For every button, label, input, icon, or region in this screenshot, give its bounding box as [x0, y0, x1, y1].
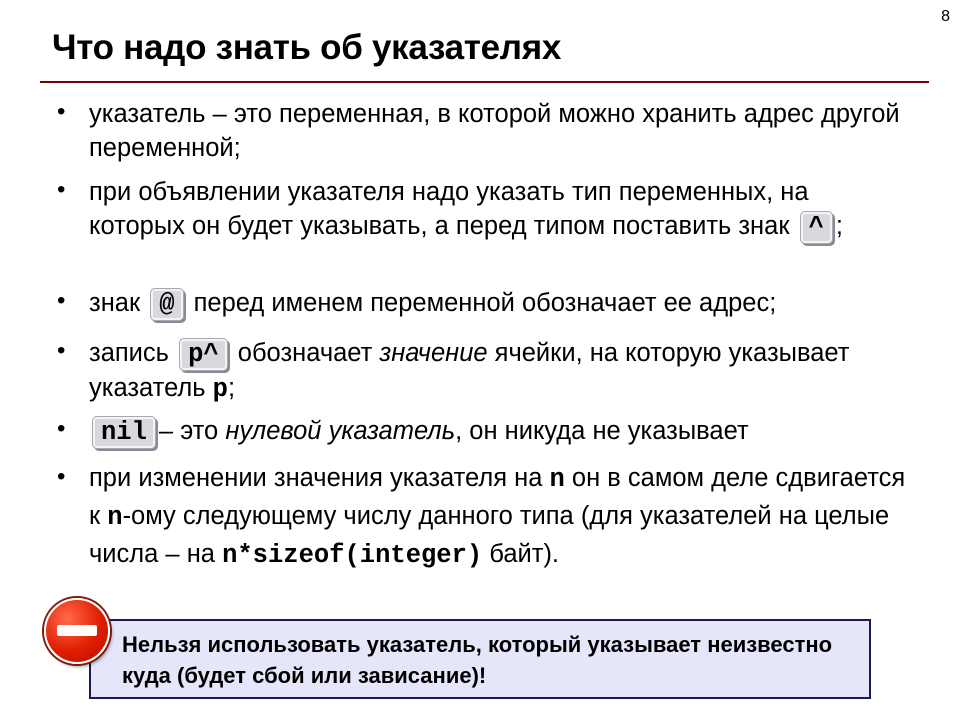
bullet-address-sign	[89, 286, 909, 321]
bullet-text: при объявлении указателя надо указать тип переменных, на которых он будет указывать, а перед типом поставить знак	[89, 178, 809, 240]
bullet-text-4: байт).	[489, 540, 560, 568]
bullet-text-before: запись	[89, 339, 169, 367]
bullet-text-2: он в самом деле сдвигается к	[89, 464, 906, 530]
bullet-text: указатель – это переменная, в которой можно хранить адрес другой переменной;	[89, 100, 900, 162]
bullet-emphasis: нулевой указатель	[225, 417, 456, 445]
stop-icon	[44, 598, 110, 664]
bullet-pointer-arithmetic	[89, 460, 909, 574]
warning-text: Нельзя использовать указатель, который указывает неизвестно куда (будет сбой или зависание)!	[122, 632, 833, 688]
code-p: p	[212, 375, 228, 404]
warning-box	[89, 619, 871, 699]
bullet-dereference	[89, 336, 909, 407]
p-caret-key: p^	[179, 338, 228, 371]
bullet-text-3: -ому следующему числу данного типа (для указателей на целые числа – на	[89, 502, 890, 568]
code-n: n	[549, 465, 565, 494]
bullet-text-mid: обозначает	[237, 339, 373, 367]
at-key: @	[150, 288, 183, 321]
bullet-pointer-definition	[89, 97, 909, 165]
nil-key: nil	[92, 416, 156, 449]
title-divider	[40, 81, 929, 83]
bullet-dash: – это	[158, 417, 219, 445]
bullet-pointer-declaration	[89, 175, 909, 244]
bullet-end: ;	[835, 212, 843, 240]
bullet-end: ;	[227, 374, 236, 402]
bullet-text-after: , он никуда не указывает	[455, 417, 749, 445]
bullet-emphasis: значение	[379, 339, 488, 367]
bullet-nil	[89, 414, 909, 449]
caret-key: ^	[800, 211, 833, 244]
bullet-text-after: перед именем переменной обозначает ее адрес;	[193, 289, 777, 317]
bullet-text-after: ячейки, на которую указывает указатель	[89, 339, 850, 402]
bullet-text-1: при изменении значения указателя на	[89, 464, 543, 492]
page-title: Что надо знать об указателях	[52, 28, 562, 67]
code-n: n	[107, 503, 123, 532]
code-sizeof: n*sizeof(integer)	[222, 541, 483, 570]
bullet-text-before: знак	[89, 289, 141, 317]
stop-icon-bar	[57, 625, 97, 636]
page-number: 8	[941, 8, 950, 25]
